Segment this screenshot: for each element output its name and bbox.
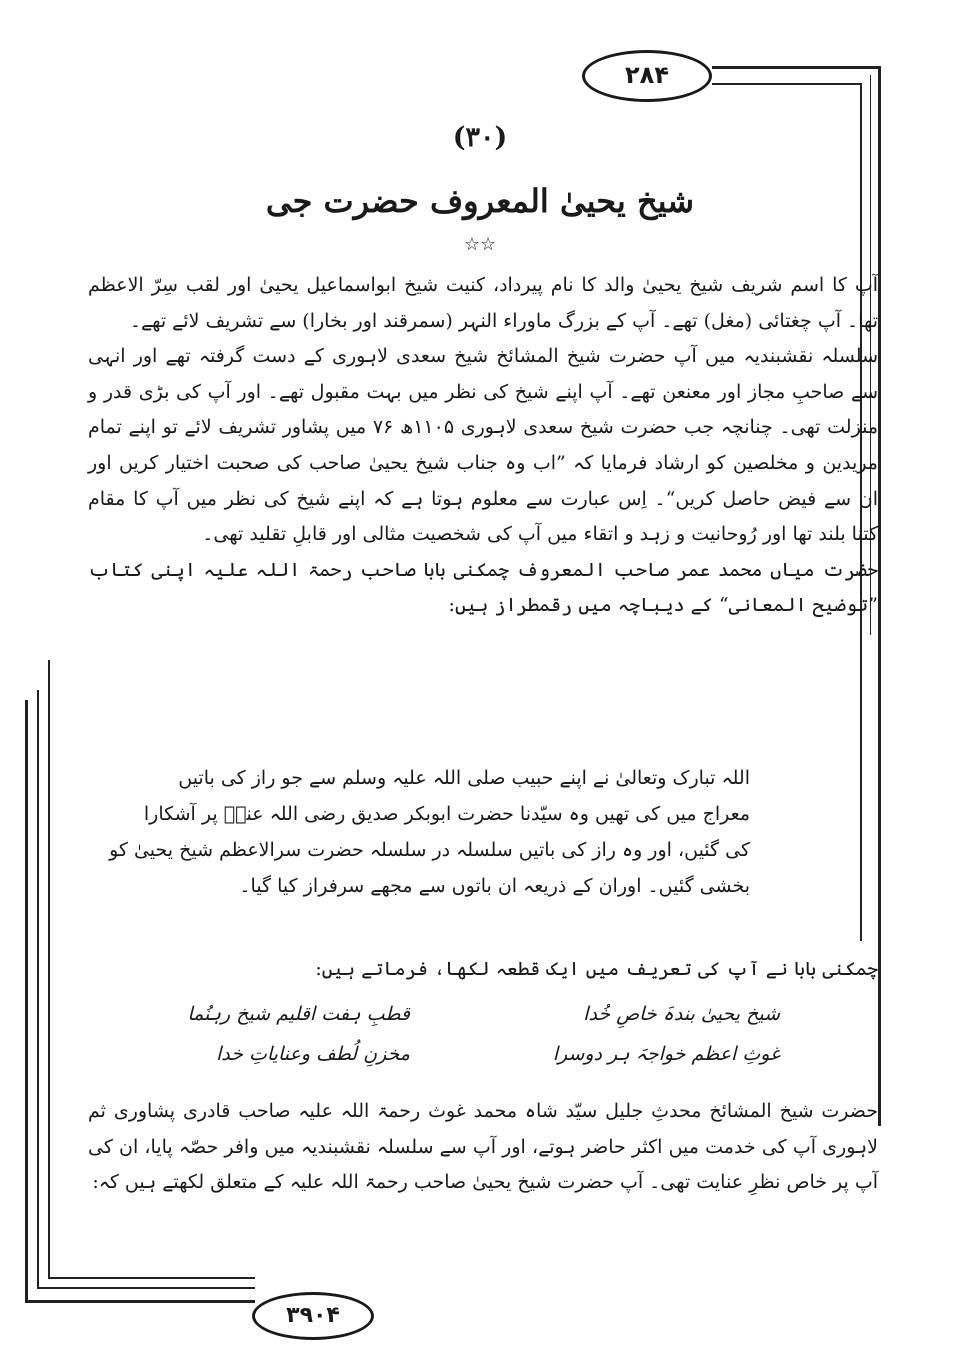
couplet-row	[140, 1034, 780, 1074]
frame-bottom-outer	[25, 1300, 255, 1303]
frame-right-outer	[878, 66, 881, 1126]
couplet-left: مخزنِ لُطف وعنایاتِ خدا	[215, 1043, 410, 1065]
intro-paragraphs	[88, 268, 878, 624]
quote-block	[109, 760, 750, 904]
chapter-number: (۳۰)	[452, 122, 508, 153]
verse-intro-block	[88, 952, 878, 988]
star-ornament-icon: ☆☆	[463, 234, 497, 255]
frame-left-inner	[48, 660, 50, 1278]
closing-block	[88, 1094, 878, 1201]
couplet-right: شیخ یحییٰ بندہَ خاصِ خُدا	[583, 1003, 780, 1025]
chapter-title: شیخ یحییٰ المعروف حضرت جی	[265, 182, 695, 220]
frame-top-inner	[712, 83, 862, 85]
couplet-row	[140, 994, 780, 1034]
quote-line: بخشی گئیں۔ اوران کے ذریعہ ان باتوں سے مجھے سرفراز کیا گیا۔	[239, 875, 750, 897]
frame-top-outer	[712, 66, 880, 69]
couplet-left: قطبِ ہفت اقلیم شیخ رہنُما	[187, 1003, 410, 1025]
frame-left-mid	[37, 690, 39, 1288]
verse-intro: چمکنی بابا نے آپ کی تعریف میں ایک قطعہ لکھا، فرماتے ہیں:	[315, 958, 878, 980]
paragraph-3: حضرت میاں محمد عمر صاحب المعروف چمکنی بابا صاحب رحمۃ اللہ علیہ اپنی کتاب ”توضیح المعانی“ کے دیباچہ میں رقمطراز ہیں:	[88, 558, 878, 617]
page-number-bottom: ۳۹۰۴	[252, 1292, 374, 1340]
quote-line: کی گئیں، اور وہ راز کی باتیں سلسلہ در سلسلہ حضرت سرالاعظم شیخ یحییٰ کو	[109, 839, 750, 861]
quote-line: اللہ تبارک وتعالیٰ نے اپنے حبیب صلی اللہ علیہ وسلم سے جو راز کی باتیں	[178, 767, 750, 789]
page-number-top: ۲۸۴	[582, 50, 712, 102]
closing-paragraph: حضرت شیخ المشائخ محدثِ جلیل سیّد شاہ محمد غوث رحمۃ اللہ علیہ صاحب قادری پشاوری ثم لاہوری آپ کی خدمت میں اکثر حاضر ہوتے، اور آپ سے سلسلہ نقشبندیہ میں وافر حصّہ پایا، ان کی آپ پر خاص نظرِ عنایت تھی۔ آپ حضرت شیخ یحییٰ صاحب رحمۃ اللہ علیہ کے متعلق لکھتے ہیں کہ:	[88, 1100, 878, 1194]
frame-bottom-mid	[37, 1287, 255, 1289]
frame-bottom-inner	[48, 1277, 255, 1279]
couplets	[140, 994, 780, 1074]
couplet-right: غوثِ اعظم خواجہَ ہر دوسرا	[552, 1043, 780, 1065]
frame-left-outer	[25, 700, 28, 1302]
quote-line: معراج میں کی تھیں وہ سیّدنا حضرت ابوبکر صدیق رضی اللہ عنہٗ پر آشکارا	[143, 803, 750, 825]
paragraph-1: آپ کا اسم شریف شیخ یحییٰ والد کا نام پیرداد، کنیت شیخ ابواسماعیل یحییٰ اور لقب سِرّ الاعظم تھا۔ آپ چغتائی (مغل) تھے۔ آپ کے بزرگ ماوراء النہر (سمرقند اور بخارا) سے تشریف لائے تھے۔	[88, 274, 878, 332]
paragraph-2: سلسلہ نقشبندیہ میں آپ حضرت شیخ المشائخ شیخ سعدی لاہوری کے دست گرفتہ تھے اور انہی سے صاحبِ مجاز اور معنعن تھے۔ آپ اپنے شیخ کی نظر میں بہت مقبول تھے۔ اور آپ کی بڑی قدر و منزلت تھی۔ چنانچہ جب حضرت شیخ سعدی لاہوری ۱۱۰۵ھ ۷۶ میں پشاور تشریف لائے تو اپنے تمام مریدین و مخلصین کو ارشاد فرمایا کہ ”اب وہ جناب شیخ یحییٰ صاحب کی صحبت اختیار کریں اور ان سے فیض حاصل کریں“۔ اِس عبارت سے معلوم ہوتا ہے کہ اپنے شیخ کی نظر میں آپ کا مقام کتنا بلند تھا اور رُوحانیت و زہد و اتقاء میں آپ کی شخصیت مثالی اور قابلِ تقلید تھی۔	[88, 345, 878, 546]
